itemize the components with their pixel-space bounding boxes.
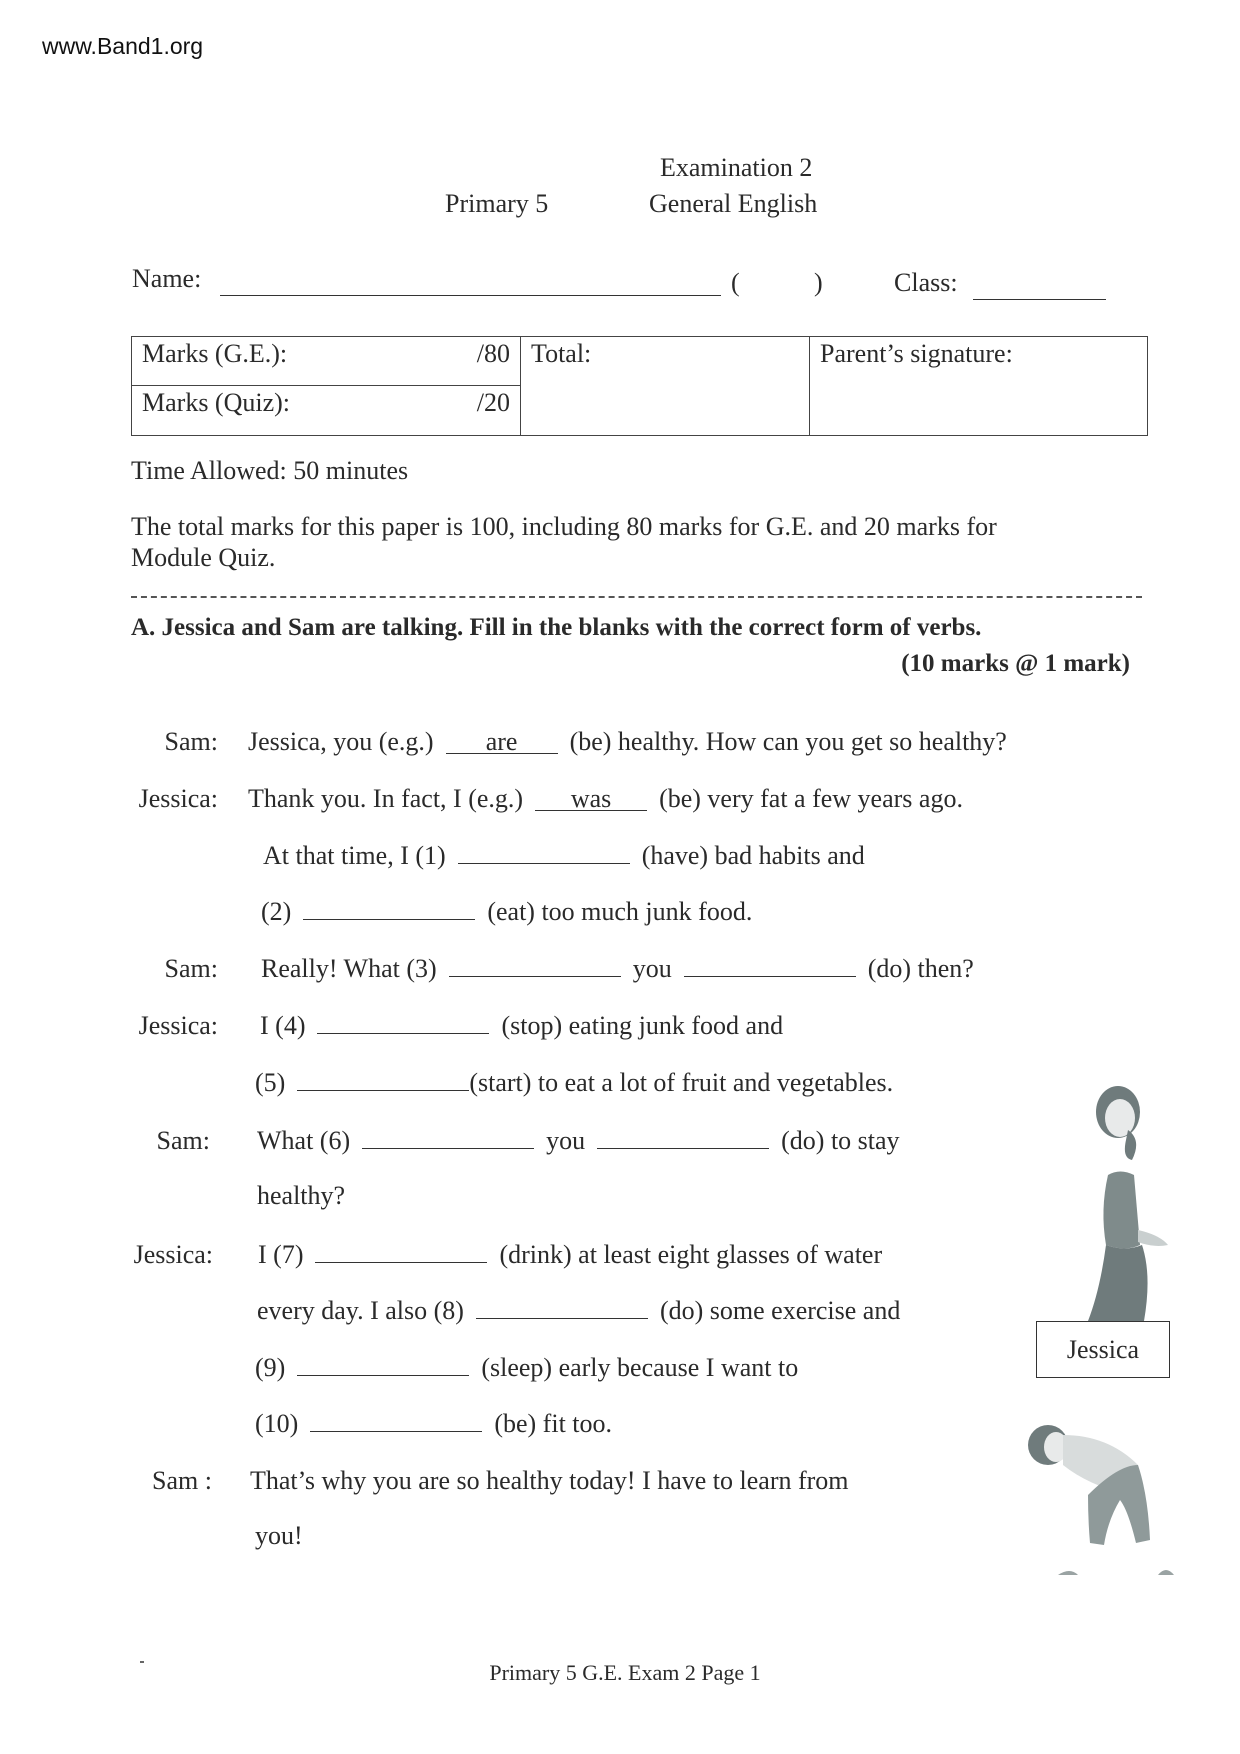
marks-table — [131, 336, 1148, 436]
speaker-jessica: Jessica: — [138, 784, 218, 813]
line-text: Thank you. In fact, I (e.g.) — [248, 784, 524, 813]
page-footer: Primary 5 G.E. Exam 2 Page 1 — [489, 1660, 761, 1685]
dialogue-line — [257, 1126, 900, 1156]
total-note-line1: The total marks for this paper is 100, including 80 marks for G.E. and 20 marks for — [131, 512, 997, 541]
dialogue-line — [257, 1181, 345, 1211]
name-label: Name: — [132, 264, 202, 293]
answer-blank-1[interactable] — [458, 841, 630, 864]
dialogue-line — [255, 1068, 893, 1098]
line-text: Jessica, you (e.g.) — [248, 727, 434, 756]
line-text: (eat) too much junk food. — [487, 897, 753, 926]
marks-quiz-label: Marks (Quiz): — [142, 388, 291, 417]
watermark-url: www.Band1.org — [42, 33, 204, 59]
subject-title: General English — [649, 189, 818, 218]
answer-blank-6a[interactable] — [362, 1126, 534, 1149]
line-text: every day. I also (8) — [257, 1296, 464, 1325]
line-text: I (4) — [260, 1011, 306, 1040]
speaker-jessica: Jessica: — [138, 1011, 218, 1040]
section-a-marks: (10 marks @ 1 mark) — [901, 650, 1130, 677]
line-text: (be) very fat a few years ago. — [659, 784, 963, 813]
dialogue-line — [261, 897, 752, 927]
total-label: Total: — [531, 339, 592, 368]
line-text: (do) to stay — [781, 1126, 900, 1155]
line-text: (do) then? — [867, 954, 974, 983]
jessica-label: Jessica — [1066, 1334, 1140, 1364]
marks-ge-max: /80 — [476, 339, 510, 368]
line-text: you — [632, 954, 672, 983]
line-text: healthy? — [257, 1181, 346, 1210]
line-text: What (6) — [257, 1126, 351, 1155]
line-text: (be) healthy. How can you get so healthy? — [569, 727, 1007, 756]
line-text: (5) — [255, 1068, 286, 1097]
line-text: That’s why you are so healthy today! I have to learn from — [250, 1466, 849, 1495]
answer-blank-9[interactable] — [297, 1353, 469, 1376]
jessica-label-box — [1036, 1321, 1170, 1378]
line-text: (stop) eating junk food and — [501, 1011, 784, 1040]
section-divider — [131, 596, 1142, 598]
dialogue-line — [250, 1466, 849, 1496]
dialogue-line — [258, 1240, 882, 1270]
class-field[interactable] — [973, 299, 1106, 300]
class-label: Class: — [894, 268, 958, 297]
dialogue-line — [260, 1011, 783, 1041]
answer-blank-5[interactable] — [297, 1068, 469, 1091]
answer-blank-3b[interactable] — [684, 954, 856, 977]
level-label: Primary 5 — [445, 189, 549, 218]
speaker-sam: Sam: — [156, 1126, 210, 1155]
dialogue-line — [255, 1353, 798, 1383]
answer-blank-10[interactable] — [310, 1409, 482, 1432]
dialogue-line — [261, 954, 974, 984]
speaker-sam: Sam: — [164, 954, 218, 983]
marks-quiz-max: /20 — [476, 388, 510, 417]
example-answer: are — [446, 731, 558, 754]
section-a-title: A. Jessica and Sam are talking. Fill in the blanks with the correct form of verbs. — [131, 614, 982, 641]
marks-quiz-cell — [132, 386, 521, 436]
dialogue-line — [263, 841, 865, 871]
line-text: you! — [255, 1521, 303, 1550]
line-text: (10) — [255, 1409, 299, 1438]
answer-blank-3a[interactable] — [449, 954, 621, 977]
line-text: Really! What (3) — [261, 954, 437, 983]
signature-cell — [810, 337, 1148, 436]
answer-blank-6b[interactable] — [597, 1126, 769, 1149]
line-text: I (7) — [258, 1240, 304, 1269]
total-note-line2: Module Quiz. — [131, 543, 276, 572]
example-answer: was — [535, 788, 647, 811]
name-field[interactable] — [220, 295, 721, 296]
line-text: At that time, I (1) — [263, 841, 446, 870]
line-text: (have) bad habits and — [641, 841, 865, 870]
total-cell — [521, 337, 810, 436]
answer-blank-7[interactable] — [315, 1240, 487, 1263]
dialogue-line — [255, 1409, 612, 1439]
paren-close: ) — [814, 268, 823, 297]
speaker-sam: Sam: — [164, 727, 218, 756]
line-text: (do) some exercise and — [659, 1296, 901, 1325]
time-allowed: Time Allowed: 50 minutes — [131, 456, 409, 485]
dialogue-line — [255, 1521, 303, 1551]
marks-ge-cell — [132, 337, 521, 386]
signature-label: Parent’s signature: — [820, 339, 1013, 368]
line-text: (start) to eat a lot of fruit and vegetables. — [469, 1068, 894, 1097]
exercising-girl-illustration — [1018, 1405, 1183, 1585]
answer-blank-2[interactable] — [303, 897, 475, 920]
jessica-standing-illustration — [1070, 1080, 1180, 1325]
marks-ge-label: Marks (G.E.): — [142, 339, 288, 368]
speaker-jessica: Jessica: — [133, 1240, 213, 1269]
answer-blank-8[interactable] — [476, 1296, 648, 1319]
answer-blank-4[interactable] — [317, 1011, 489, 1034]
line-text: you — [546, 1126, 586, 1155]
line-text: (9) — [255, 1353, 286, 1382]
dialogue-line — [248, 727, 1007, 757]
dialogue-line — [257, 1296, 900, 1326]
line-text: (sleep) early because I want to — [481, 1353, 799, 1382]
line-text: (be) fit too. — [494, 1409, 613, 1438]
line-text: (drink) at least eight glasses of water — [499, 1240, 883, 1269]
speaker-sam: Sam : — [152, 1466, 212, 1495]
exam-title: Examination 2 — [660, 153, 813, 182]
paren-open: ( — [731, 268, 740, 297]
dialogue-line — [248, 784, 963, 814]
line-text: (2) — [261, 897, 292, 926]
